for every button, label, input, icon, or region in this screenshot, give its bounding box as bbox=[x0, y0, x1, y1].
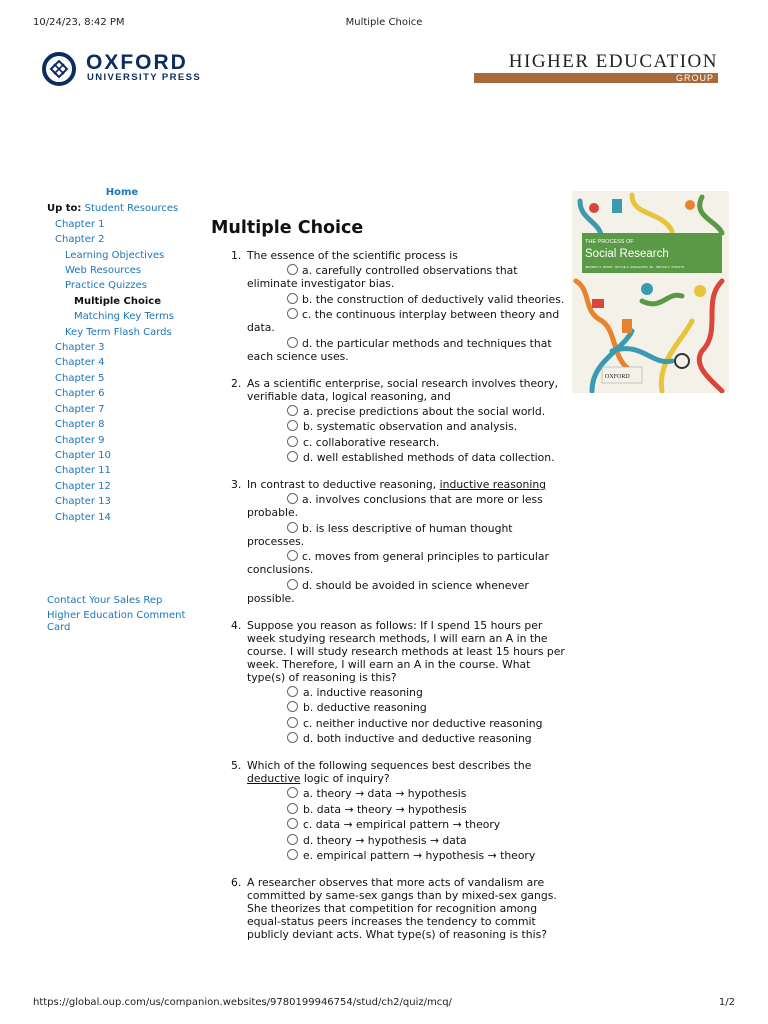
sidebar-item-practice-quizzes[interactable]: Practice Quizzes bbox=[65, 280, 147, 292]
radio-button[interactable] bbox=[287, 337, 298, 348]
answer-option[interactable] bbox=[287, 451, 566, 464]
answer-option[interactable] bbox=[287, 701, 566, 714]
answer-option-label: c. the continuous interplay between theory and data. bbox=[247, 308, 560, 334]
answer-choices bbox=[247, 264, 566, 363]
radio-button[interactable] bbox=[287, 405, 298, 416]
higher-education-group-logo[interactable] bbox=[468, 52, 718, 84]
sidebar-item-chapter-14[interactable]: Chapter 14 bbox=[55, 511, 111, 523]
radio-button[interactable] bbox=[287, 818, 298, 829]
sidebar-item-chapter-5[interactable]: Chapter 5 bbox=[55, 372, 105, 384]
radio-button[interactable] bbox=[287, 803, 298, 814]
answer-option[interactable] bbox=[247, 550, 566, 576]
question-number: 4. bbox=[231, 618, 242, 632]
print-header bbox=[33, 17, 735, 31]
answer-option[interactable] bbox=[287, 405, 566, 418]
question-stem-part: logic of inquiry? bbox=[300, 772, 390, 785]
question-6 bbox=[231, 876, 566, 941]
heg-title: HIGHER EDUCATION bbox=[508, 51, 718, 72]
radio-button[interactable] bbox=[287, 293, 298, 304]
print-url: https://global.oup.com/us/companion.websites/9780199946754/stud/ch2/quiz/mcq/ bbox=[33, 997, 452, 1008]
question-1 bbox=[231, 249, 566, 363]
answer-option-label: b. systematic observation and analysis. bbox=[303, 420, 518, 433]
page-title: Multiple Choice bbox=[211, 218, 364, 238]
question-number: 6. bbox=[231, 876, 242, 889]
sidebar-item-web-resources[interactable]: Web Resources bbox=[65, 265, 142, 277]
sidebar-item-chapter-1[interactable]: Chapter 1 bbox=[55, 218, 105, 230]
answer-choices bbox=[287, 686, 566, 746]
answer-option-label: e. empirical pattern → hypothesis → theory bbox=[303, 849, 536, 862]
sidebar-item-chapter-8[interactable]: Chapter 8 bbox=[55, 419, 105, 431]
contact-sales-rep-link[interactable]: Contact Your Sales Rep bbox=[47, 595, 163, 606]
radio-button[interactable] bbox=[287, 436, 298, 447]
comment-card-link[interactable]: Higher Education Comment Card bbox=[47, 610, 186, 633]
answer-option[interactable] bbox=[287, 436, 566, 449]
radio-button[interactable] bbox=[287, 420, 298, 431]
question-2 bbox=[231, 377, 566, 465]
sidebar-item-chapter-10[interactable]: Chapter 10 bbox=[55, 449, 111, 461]
answer-option-label: c. moves from general principles to particular conclusions. bbox=[247, 550, 549, 576]
answer-option[interactable] bbox=[247, 522, 566, 548]
answer-option[interactable] bbox=[287, 803, 566, 816]
print-datetime: 10/24/23, 8:42 PM bbox=[33, 17, 125, 28]
sidebar-footer bbox=[47, 595, 197, 637]
answer-option[interactable] bbox=[287, 787, 566, 800]
answer-option-label: b. the construction of deductively valid theories. bbox=[302, 292, 565, 306]
sidebar-item-chapter-6[interactable]: Chapter 6 bbox=[55, 388, 105, 400]
radio-button[interactable] bbox=[287, 701, 298, 712]
sidebar-item-chapter-12[interactable]: Chapter 12 bbox=[55, 480, 111, 492]
question-text bbox=[231, 377, 566, 403]
oxford-mark-icon bbox=[42, 52, 76, 86]
question-text bbox=[231, 249, 566, 262]
question-number: 2. bbox=[231, 376, 242, 390]
question-5 bbox=[231, 759, 566, 862]
answer-choices bbox=[247, 493, 566, 605]
answer-option[interactable] bbox=[247, 579, 566, 605]
answer-option[interactable] bbox=[247, 493, 566, 519]
answer-option-label: a. involves conclusions that are more or less probable. bbox=[247, 493, 543, 519]
answer-option[interactable] bbox=[247, 337, 566, 363]
answer-option-label: d. well established methods of data collection. bbox=[303, 451, 555, 464]
radio-button[interactable] bbox=[287, 686, 298, 697]
question-number: 3. bbox=[231, 478, 242, 491]
answer-choices bbox=[287, 787, 566, 862]
radio-button[interactable] bbox=[287, 579, 298, 590]
answer-option[interactable] bbox=[287, 686, 566, 699]
answer-option-label: c. neither inductive nor deductive reasoning bbox=[303, 716, 543, 730]
answer-option[interactable] bbox=[287, 849, 566, 862]
sidebar-item-chapter-11[interactable]: Chapter 11 bbox=[55, 465, 111, 477]
question-stem: As a scientific enterprise, social research involves theory, verifiable data, logical reasoning, and bbox=[247, 376, 559, 403]
sidebar-item-chapter-2[interactable]: Chapter 2 bbox=[55, 234, 105, 246]
answer-option[interactable] bbox=[287, 732, 566, 745]
print-page-number: 1/2 bbox=[718, 997, 735, 1008]
question-stem: Suppose you reason as follows: If I spend 15 hours per week studying research methods, I will earn an A in the course. I will study research methods at least 15 hours per week. Therefore, I will earn an A in the course. What type(s) of reasoning is this? bbox=[247, 618, 565, 684]
answer-option[interactable] bbox=[247, 264, 566, 290]
answer-option-label: b. deductive reasoning bbox=[303, 701, 427, 714]
sidebar-item-chapter-7[interactable]: Chapter 7 bbox=[55, 403, 105, 415]
answer-option[interactable] bbox=[287, 717, 566, 730]
radio-button[interactable] bbox=[287, 264, 298, 275]
answer-option-label: c. data → empirical pattern → theory bbox=[303, 818, 501, 831]
question-number: 1. bbox=[231, 249, 242, 262]
answer-option-label: c. collaborative research. bbox=[303, 435, 440, 449]
sidebar-item-chapter-13[interactable]: Chapter 13 bbox=[55, 496, 111, 508]
student-resources-link[interactable]: Student Resources bbox=[84, 203, 179, 215]
radio-button[interactable] bbox=[287, 308, 298, 319]
oxford-wordmark: OXFORD bbox=[86, 51, 188, 74]
radio-button[interactable] bbox=[287, 451, 298, 462]
question-text bbox=[231, 478, 566, 491]
radio-button[interactable] bbox=[287, 493, 298, 504]
radio-button[interactable] bbox=[287, 550, 298, 561]
question-text bbox=[231, 876, 566, 941]
sidebar-item-chapter-3[interactable]: Chapter 3 bbox=[55, 342, 105, 354]
oxford-subtitle: UNIVERSITY PRESS bbox=[87, 72, 202, 83]
question-text bbox=[231, 619, 566, 684]
sidebar-item-learning-objectives[interactable]: Learning Objectives bbox=[65, 249, 165, 261]
print-footer bbox=[33, 997, 735, 1011]
answer-option-label: d. theory → hypothesis → data bbox=[303, 833, 467, 847]
cover-title-large: Social Research bbox=[585, 248, 669, 260]
question-stem-part: Which of the following sequences best describes the bbox=[247, 759, 532, 772]
radio-button[interactable] bbox=[287, 849, 298, 860]
answer-option[interactable] bbox=[247, 293, 566, 306]
question-stem-part: In contrast to deductive reasoning, bbox=[247, 478, 440, 491]
sidebar-item-key-term-flash-cards[interactable]: Key Term Flash Cards bbox=[65, 326, 172, 338]
book-cover-image[interactable] bbox=[572, 191, 729, 393]
cover-title-small: THE PROCESS OF bbox=[585, 239, 634, 245]
sidebar-home-link[interactable]: Home bbox=[105, 187, 139, 198]
sidebar-nav bbox=[47, 185, 197, 525]
print-page-title: Multiple Choice bbox=[345, 17, 423, 28]
answer-option-label: b. is less descriptive of human thought processes. bbox=[247, 521, 513, 548]
answer-option-label: a. theory → data → hypothesis bbox=[303, 787, 467, 800]
question-keyword: inductive reasoning bbox=[439, 478, 547, 491]
question-keyword: deductive bbox=[247, 772, 301, 785]
answer-option[interactable] bbox=[247, 308, 566, 334]
question-text bbox=[231, 759, 566, 785]
radio-button[interactable] bbox=[287, 787, 298, 798]
radio-button[interactable] bbox=[287, 717, 298, 728]
answer-option-label: a. inductive reasoning bbox=[303, 685, 423, 699]
up-to-label: Up to: bbox=[47, 203, 82, 215]
answer-option[interactable] bbox=[287, 818, 566, 831]
cover-publisher: OXFORD bbox=[605, 374, 630, 380]
question-stem: The essence of the scientific process is bbox=[247, 249, 458, 262]
answer-option-label: b. data → theory → hypothesis bbox=[303, 802, 467, 816]
sidebar-item-chapter-4[interactable]: Chapter 4 bbox=[55, 357, 105, 369]
cover-authors: JEFFREY C. DIXON · ROYCE A. SINGLETON, JR. · BRUCE C. STRAITS bbox=[585, 265, 685, 269]
sidebar-items bbox=[47, 217, 197, 525]
radio-button[interactable] bbox=[287, 522, 298, 533]
radio-button[interactable] bbox=[287, 732, 298, 743]
question-3 bbox=[231, 478, 566, 605]
question-number: 5. bbox=[231, 759, 242, 772]
sidebar-up-to bbox=[47, 201, 197, 216]
answer-option[interactable] bbox=[287, 420, 566, 433]
answer-option-label: a. precise predictions about the social world. bbox=[303, 404, 546, 418]
answer-option-label: d. both inductive and deductive reasoning bbox=[303, 732, 532, 745]
answer-option[interactable] bbox=[287, 834, 566, 847]
sidebar-item-chapter-9[interactable]: Chapter 9 bbox=[55, 434, 105, 446]
answer-option-label: d. should be avoided in science whenever possible. bbox=[247, 578, 529, 605]
oxford-logo[interactable] bbox=[42, 52, 212, 88]
question-4 bbox=[231, 619, 566, 746]
sidebar-item-matching-key-terms[interactable]: Matching Key Terms bbox=[74, 311, 174, 323]
heg-subtitle: GROUP bbox=[675, 73, 714, 83]
sidebar-item-multiple-choice: Multiple Choice bbox=[74, 295, 162, 307]
radio-button[interactable] bbox=[287, 834, 298, 845]
answer-option-label: a. carefully controlled observations that eliminate investigator bias. bbox=[247, 264, 518, 290]
quiz-questions bbox=[231, 249, 566, 955]
answer-choices bbox=[287, 405, 566, 465]
answer-option-label: d. the particular methods and techniques that each science uses. bbox=[247, 336, 552, 363]
question-stem: A researcher observes that more acts of vandalism are committed by same-sex gangs than by mixed-sex gangs. She theorizes that competition for recognition among equal-status peers increases the tendency to commit publicly deviant acts. What type(s) of reasoning is this? bbox=[247, 876, 557, 941]
